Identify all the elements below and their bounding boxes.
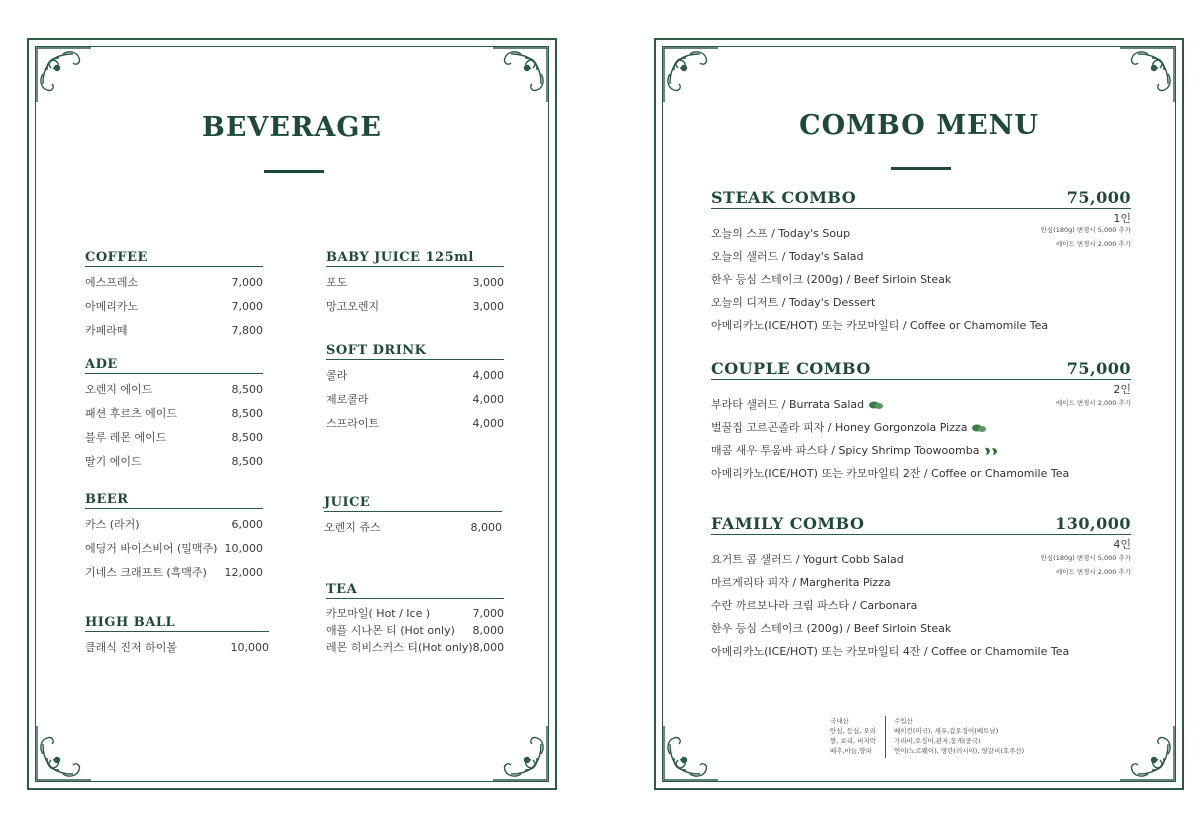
corner-ornament-icon: [660, 44, 722, 106]
page-title: BEVERAGE: [202, 112, 382, 143]
corner-ornament-icon: [489, 44, 551, 106]
combo-item: 오늘의 디저트 / Today's Dessert: [711, 296, 876, 309]
steak-combo: [711, 188, 1131, 337]
corner-ornament-icon: [33, 44, 95, 106]
combo-header: [711, 188, 1131, 209]
menu-item: 레몬 히비스커스 티(Hot only) 8,000: [326, 641, 505, 654]
combo-title: STEAK COMBO: [711, 188, 857, 207]
family-combo: [711, 514, 1131, 663]
combo-item: 아메리카노(ICE/HOT) 또는 카모마일티 4잔 / Coffee or Chamomile Tea: [711, 645, 1070, 658]
corner-ornament-icon: [489, 722, 551, 784]
menu-item: 오렌지 쥬스 8,000: [324, 521, 502, 534]
menu-item: 오렌지 에이드 8,500: [85, 383, 263, 396]
combo-item: 부라타 샐러드 / Burrata Salad: [711, 393, 1131, 416]
combo-item: 마르게리타 피자 / Margherita Pizza: [711, 576, 891, 589]
combo-item: 오늘의 샐러드 / Today's Salad: [711, 250, 864, 263]
combo-note: 에이드 변경시 2,000 추가: [1055, 568, 1131, 576]
section-ade: [85, 357, 263, 476]
menu-item: 카페라떼 7,800: [85, 324, 263, 337]
combo-price: 75,000: [1066, 188, 1131, 207]
section-title: JUICE: [324, 495, 502, 512]
combo-item: 한우 등심 스테이크 (200g) / Beef Sirloin Steak: [711, 622, 952, 635]
menu-item: 카스 (라거) 6,000: [85, 518, 263, 531]
corner-ornament-icon: [33, 722, 95, 784]
combo-persons: 2인: [1113, 383, 1131, 396]
combo-note: 안심(180g) 변경시 5,000 추가: [1040, 226, 1131, 234]
menu-item: 클래식 진저 하이볼 10,000: [85, 641, 269, 654]
section-title: ADE: [85, 357, 263, 374]
menu-item: 콜라 4,000: [326, 369, 504, 382]
menu-item: 아메리카노 7,000: [85, 300, 263, 313]
section-title: BEER: [85, 492, 263, 509]
corner-ornament-icon: [1116, 722, 1178, 784]
combo-header: [711, 359, 1131, 380]
menu-item: 패션 후르츠 에이드 8,500: [85, 407, 263, 420]
corner-ornament-icon: [660, 722, 722, 784]
menu-item: 스프라이트 4,000: [326, 417, 504, 430]
section-coffee: [85, 250, 263, 345]
vegetarian-leaf-icon: [971, 423, 987, 433]
section-title: HIGH BALL: [85, 615, 269, 632]
origin-divider: [885, 716, 886, 758]
section-baby-juice: [326, 250, 504, 321]
combo-item: 수란 까르보나라 크림 파스타 / Carbonara: [711, 599, 918, 612]
section-highball: [85, 615, 269, 662]
menu-item: 애플 시나몬 티 (Hot only) 8,000: [326, 624, 504, 637]
corner-ornament-icon: [1116, 44, 1178, 106]
section-title: BABY JUICE 125ml: [326, 250, 504, 267]
menu-item: 제로콜라 4,000: [326, 393, 504, 406]
section-title: SOFT DRINK: [326, 343, 504, 360]
combo-price: 75,000: [1066, 359, 1131, 378]
menu-item: 포도 3,000: [326, 276, 504, 289]
combo-item: 아메리카노(ICE/HOT) 또는 카모마일티 / Coffee or Chamomile Tea: [711, 319, 1049, 332]
title-divider: [264, 170, 324, 173]
combo-header: [711, 514, 1131, 535]
combo-price: 130,000: [1055, 514, 1131, 533]
vegetarian-leaf-icon: [868, 400, 884, 410]
combo-persons: 1인: [1113, 212, 1131, 225]
combo-note: 에이드 변경시 2,000 추가: [1055, 399, 1131, 407]
combo-item: 아메리카노(ICE/HOT) 또는 카모마일티 2잔 / Coffee or Chamomile Tea: [711, 467, 1070, 480]
section-title: COFFEE: [85, 250, 263, 267]
menu-item: 카모마일( Hot / Ice ) 7,000: [326, 607, 504, 620]
combo-title: COUPLE COMBO: [711, 359, 871, 378]
title-divider: [891, 167, 951, 170]
combo-page: [654, 38, 1184, 790]
menu-item: 에스프레소 7,000: [85, 276, 263, 289]
menu-item: 블루 레몬 에이드 8,500: [85, 431, 263, 444]
section-tea: [326, 582, 504, 656]
menu-item: 망고오렌지 3,000: [326, 300, 504, 313]
combo-item: 한우 등심 스테이크 (200g) / Beef Sirloin Steak: [711, 273, 952, 286]
section-title: TEA: [326, 582, 504, 599]
menu-item: 에딩거 바이스비어 (밀맥주) 10,000: [85, 542, 263, 555]
combo-item: 매콤 새우 투움바 파스타 / Spicy Shrimp Toowoomba: [711, 439, 1131, 462]
combo-item: 오늘의 스프 / Today's Soup: [711, 227, 851, 240]
spicy-chili-icon: [983, 446, 999, 456]
combo-note: 에이드 변경시 2,000 추가: [1055, 240, 1131, 248]
menu-item: 딸기 에이드 8,500: [85, 455, 263, 468]
couple-combo: [711, 359, 1131, 485]
combo-title: FAMILY COMBO: [711, 514, 865, 533]
combo-item: 요거트 콥 샐러드 / Yogurt Cobb Salad: [711, 553, 904, 566]
origin-imported: 수입산 베이컨(미국), 새우,갑오징어(베트남) 가리비,오징어,관자,꽃게(중국) 연어(노르웨이), 명란(러시아), 양갈비(호주산): [894, 717, 1025, 755]
section-soft-drink: [326, 343, 504, 438]
section-juice: [324, 495, 502, 542]
section-beer: [85, 492, 263, 587]
page-title: COMBO MENU: [799, 110, 1039, 141]
combo-item: 벌꿀집 고르곤졸라 피자 / Honey Gorgonzola Pizza: [711, 416, 1131, 439]
combo-note: 안심(180g) 변경시 5,000 추가: [1040, 554, 1131, 562]
origin-domestic: 국내산 안심, 등심, 오리 쌀, 보리, 버지락 배추,마늘,양파: [830, 717, 876, 755]
combo-persons: 4인: [1113, 538, 1131, 551]
beverage-page: [27, 38, 557, 790]
menu-item: 기네스 크래프트 (흑맥주) 12,000: [85, 566, 263, 579]
